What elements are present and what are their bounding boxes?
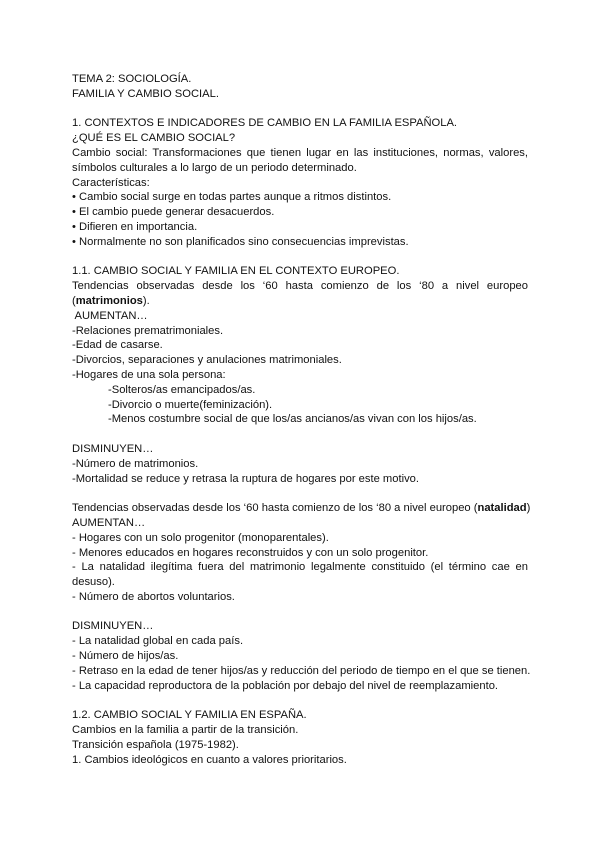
features-label: Características: [72, 176, 150, 189]
list-item: -Hogares de una sola persona: [72, 368, 226, 381]
list-item: -Mortalidad se reduce y retrasa la ruptura de hogares por este motivo. [72, 472, 419, 485]
list-item: -Edad de casarse. [72, 339, 163, 352]
document-page [72, 72, 531, 767]
doc-subtitle: FAMILIA Y CAMBIO SOCIAL. [72, 87, 219, 100]
decrease2-label: DISMINUYEN… [72, 620, 154, 633]
section12-line: 1. Cambios ideológicos en cuanto a valores prioritarios. [72, 753, 347, 766]
list-item: - La natalidad global en cada país. [72, 635, 244, 648]
feature-item: • Difieren en importancia. [72, 220, 198, 233]
sub-list-item: -Menos costumbre social de que los/as ancianos/as vivan con los hijos/as. [108, 413, 477, 426]
bold-matrimonios: matrimonios [75, 294, 143, 307]
list-item: -Relaciones prematrimoniales. [72, 324, 224, 337]
sub-list-item: -Divorcio o muerte(feminización). [108, 398, 273, 411]
list-item: - Número de hijos/as. [72, 650, 179, 663]
increase-label: AUMENTAN… [72, 309, 148, 322]
section1-definition: Cambio social: Transformaciones que tienen lugar en las instituciones, normas, valores, símbolos culturales a lo largo de un periodo determinado. [72, 146, 528, 174]
trend-matrimonios: Tendencias observadas desde los ‘60 hasta comienzo de los ‘80 a nivel europeo (matrimonios). [72, 280, 528, 307]
list-item: - La natalidad ilegítima fuera del matrimonio legalmente constituido (el término cae en desuso). [72, 561, 528, 589]
section12-line: Cambios en la familia a partir de la transición. [72, 724, 299, 737]
doc-title: TEMA 2: SOCIOLOGÍA. [72, 73, 192, 85]
sub-list-item: -Solteros/as emancipados/as. [108, 383, 256, 396]
list-item: - Menores educados en hogares reconstruidos y con un solo progenitor. [72, 546, 429, 559]
bold-natalidad: natalidad [477, 502, 527, 515]
decrease-label: DISMINUYEN… [72, 442, 154, 455]
list-item: - Número de abortos voluntarios. [72, 590, 235, 603]
list-item: - Hogares con un solo progenitor (monoparentales). [72, 531, 329, 544]
feature-item: • El cambio puede generar desacuerdos. [72, 206, 275, 219]
section1-heading: 1. CONTEXTOS E INDICADORES DE CAMBIO EN LA FAMILIA ESPAÑOLA. [72, 117, 458, 130]
section11-heading: 1.1. CAMBIO SOCIAL Y FAMILIA EN EL CONTEXTO EUROPEO. [72, 265, 400, 278]
section1-question: ¿QUÉ ES EL CAMBIO SOCIAL? [72, 132, 236, 145]
section12-heading: 1.2. CAMBIO SOCIAL Y FAMILIA EN ESPAÑA. [72, 709, 307, 722]
feature-item: • Normalmente no son planificados sino consecuencias imprevistas. [72, 235, 409, 248]
increase2-label: AUMENTAN… [72, 516, 146, 529]
list-item: - Retraso en la edad de tener hijos/as y reducción del periodo de tiempo en el que se tienen. [72, 664, 531, 677]
list-item: -Número de matrimonios. [72, 457, 199, 470]
list-item: - La capacidad reproductora de la población por debajo del nivel de reemplazamiento. [72, 679, 499, 692]
list-item: -Divorcios, separaciones y anulaciones matrimoniales. [72, 354, 342, 367]
trend-natalidad: Tendencias observadas desde los ‘60 hasta comienzo de los ‘80 a nivel europeo (natalidad) [72, 502, 531, 515]
feature-item: • Cambio social surge en todas partes aunque a ritmos distintos. [72, 191, 392, 204]
section12-line: Transición española (1975-1982). [72, 738, 239, 751]
